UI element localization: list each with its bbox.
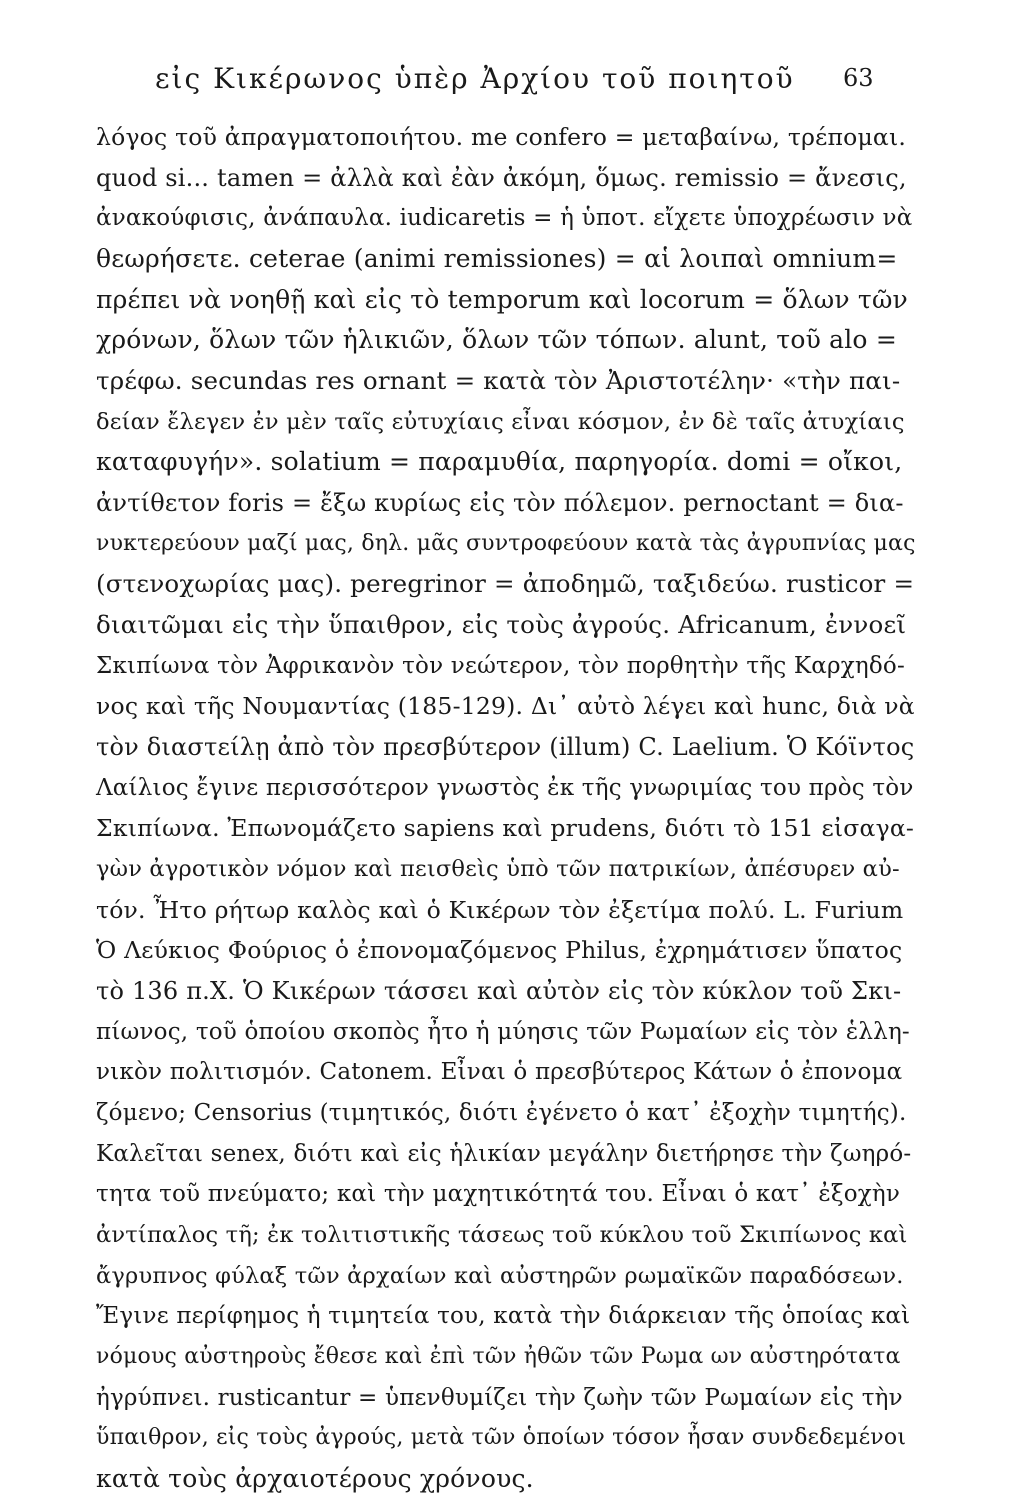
text-line: ἠγρύπνει. rusticantur = ὑπενθυμίζει τὴν ζωὴν τῶν Ρωμαίων εἰς τὴν: [96, 1385, 903, 1411]
text-line: Λαίλιος ἔγινε περισσότερον γνωστὸς ἐκ τῆς γνωριμίας του πρὸς τὸν: [96, 775, 914, 801]
text-line: Ὁ Λεύκιος Φούριος ὁ ἐπονομαζόμενος Philus, ἐχρημάτισεν ὕπατος: [96, 936, 903, 964]
text-line: τὸ 136 π.Χ. Ὁ Κικέρων τάσσει καὶ αὐτὸν εἰς τὸν κύκλον τοῦ Σκι-: [96, 977, 902, 1005]
text-line: νυκτερεύουν μαζί μας, δηλ. μᾶς συντροφεύουν κατὰ τὰς ἀγρυπνίας μας: [96, 531, 916, 556]
text-line: τητα τοῦ πνεύματο; καὶ τὴν μαχητικότητά του. Εἶναι ὁ κατ᾽ ἐξοχὴν: [96, 1181, 901, 1207]
running-title: εἰς Κικέρωνος ὑπὲρ Ἀρχίου τοῦ ποιητοῦ: [155, 62, 795, 95]
text-line: γὼν ἀγροτικὸν νόμον καὶ πεισθεὶς ὑπὸ τῶν πατρικίων, ἀπέσυρεν αὐ-: [96, 856, 900, 882]
text-line: ὕπαιθρον, εἰς τοὺς ἀγρούς, μετὰ τῶν ὁποίων τόσον ἦσαν συνδεδεμένοι: [96, 1425, 907, 1450]
text-line: διαιτῶμαι εἰς τὴν ὕπαιθρον, εἰς τοὺς ἀγρούς. Africanum, ἐννοεῖ: [96, 610, 907, 639]
running-head: [155, 62, 920, 102]
text-line: ἀντίπαλος τῆ; ἐκ τολιτιστικῆς τάσεως τοῦ κύκλου τοῦ Σκιπίωνος καὶ: [96, 1222, 908, 1248]
text-line: νόμους αὐστηροὺς ἔθεσε καὶ ἐπὶ τῶν ἠθῶν τῶν Ρωμα ων αὐστηρότατα: [96, 1344, 901, 1369]
text-line: (στενοχωρίας μας). peregrinor = ἀποδημῶ, ταξιδεύω. rusticor =: [96, 569, 915, 598]
text-line: Σκιπίωνα τὸν Ἀφρικανὸν τὸν νεώτερον, τὸν πορθητὴν τῆς Καρχηδό-: [96, 653, 905, 679]
text-line: τόν. Ἦτο ρήτωρ καλὸς καὶ ὁ Κικέρων τὸν ἐξετίμα πολύ. L. Furium: [96, 896, 904, 924]
text-line: τρέφω. secundas res ornant = κατὰ τὸν Ἀριστοτέλην· «τὴν παι-: [96, 366, 901, 395]
text-line: ἀντίθετον foris = ἔξω κυρίως εἰς τὸν πόλεμον. pernoctant = δια-: [96, 489, 904, 517]
text-line: νος καὶ τῆς Νουμαντίας (185-129). Δι᾽ αὐτὸ λέγει καὶ hunc, διὰ νὰ: [96, 692, 915, 720]
text-line: ἀνακούφισις, ἀνάπαυλα. iudicaretis = ἡ ὑποτ. εἴχετε ὑποχρέωσιν νὰ: [96, 205, 913, 231]
page-number: 63: [843, 64, 874, 92]
text-line: πίωνος, τοῦ ὁποίου σκοπὸς ἦτο ἡ μύησις τῶν Ρωμαίων εἰς τὸν ἑλλη-: [96, 1019, 910, 1045]
text-line: τὸν διαστείλῃ ἀπὸ τὸν πρεσβύτερον (illum) C. Laelium. Ὁ Κόϊντος: [96, 733, 915, 761]
text-line: ἄγρυπνος φύλαξ τῶν ἀρχαίων καὶ αὐστηρῶν ρωμαϊκῶν παραδόσεων.: [96, 1263, 904, 1289]
text-line: θεωρήσετε. ceterae (animi remissiones) = αἱ λοιπαὶ omnium=: [96, 244, 898, 273]
text-line: quod si... tamen = ἀλλὰ καὶ ἐὰν ἀκόμη, ὅμως. remissio = ἄνεσις,: [96, 164, 907, 192]
text-line: Ἔγινε περίφημος ἡ τιμητεία του, κατὰ τὴν διάρκειαν τῆς ὁποίας καὶ: [96, 1303, 911, 1329]
text-line: Καλεῖται senex, διότι καὶ εἰς ἡλικίαν μεγάλην διετήρησε τὴν ζωηρό-: [96, 1141, 912, 1167]
text-line: πρέπει νὰ νοηθῇ καὶ εἰς τὸ temporum καὶ locorum = ὅλων τῶν: [96, 285, 908, 314]
text-line: λόγος τοῦ ἀπραγματοποιήτου. me confero = μεταβαίνω, τρέπομαι.: [96, 123, 907, 151]
text-line: χρόνων, ὅλων τῶν ἡλικιῶν, ὅλων τῶν τόπων. alunt, τοῦ alo =: [96, 325, 897, 354]
text-line: νικὸν πολιτισμόν. Catonem. Εἶναι ὁ πρεσβύτερος Κάτων ὁ ἐπονομα: [96, 1059, 903, 1085]
text-line: κατὰ τοὺς ἀρχαιοτέρους χρόνους.: [96, 1464, 534, 1493]
text-line: Σκιπίωνα. Ἐπωνομάζετο sapiens καὶ prudens, διότι τὸ 151 εἰσαγα-: [96, 814, 915, 842]
text-line: καταφυγήν». solatium = παραμυθία, παρηγορία. domi = οἴκοι,: [96, 447, 903, 476]
text-line: ζόμενο; Censorius (τιμητικός, διότι ἐγένετο ὁ κατ᾽ ἐξοχὴν τιμητής).: [96, 1100, 907, 1126]
text-line: δείαν ἔλεγεν ἐν μὲν ταῖς εὐτυχίαις εἶναι κόσμον, ἐν δὲ ταῖς ἀτυχίαις: [96, 409, 905, 435]
